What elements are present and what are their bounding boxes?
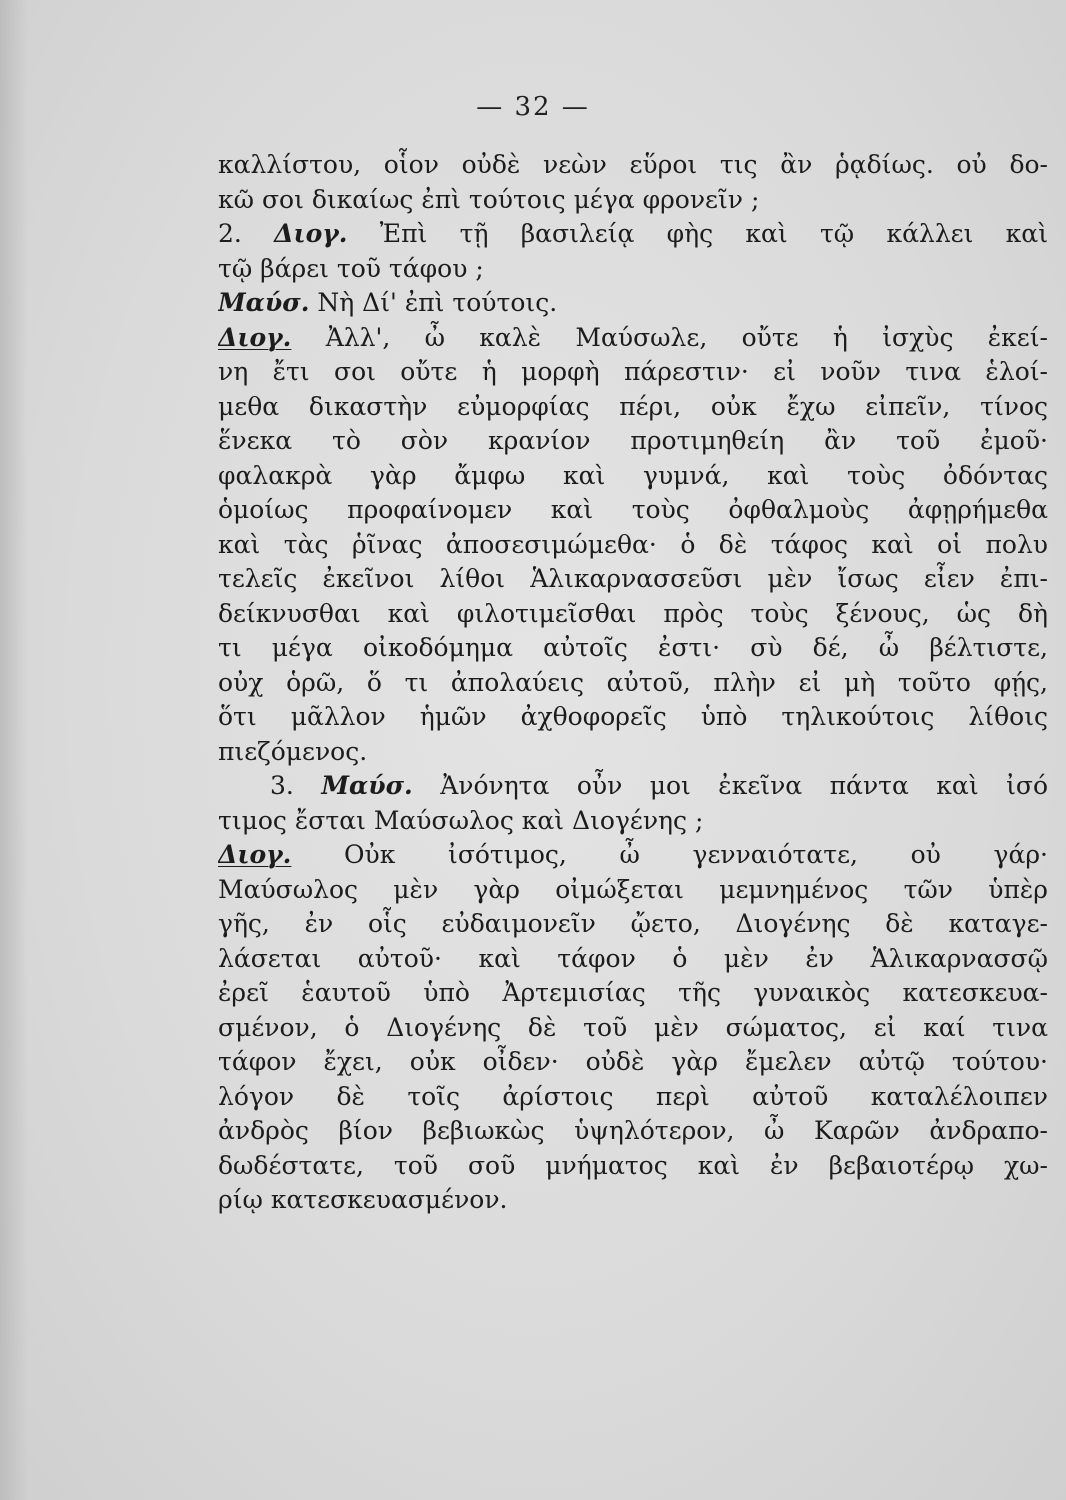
text-line bbox=[218, 907, 1048, 942]
text-line bbox=[218, 459, 1048, 494]
text-line bbox=[218, 1114, 1048, 1149]
text-line bbox=[218, 597, 1048, 632]
text-line bbox=[218, 424, 1048, 459]
line-text: ἕνεκα τὸ σὸν κρανίον προτιμηθείη ἂν τοῦ ἐμοῦ· bbox=[218, 426, 1048, 455]
text-line bbox=[218, 700, 1048, 735]
line-text: οὐχ ὁρῶ, ὅ τι ἀπολαύεις αὐτοῦ, πλὴν εἰ μὴ τοῦτο φῄς, bbox=[218, 667, 1048, 697]
line-text: τελεῖς ἐκεῖνοι λίθοι Ἁλικαρνασσεῦσι μὲν ἴσως εἶεν ἐπι- bbox=[218, 564, 1048, 593]
text-line bbox=[218, 528, 1048, 563]
text-line bbox=[218, 493, 1048, 528]
text-line bbox=[218, 976, 1048, 1011]
text-line bbox=[218, 183, 1048, 218]
text-line bbox=[218, 321, 1048, 356]
line-text: τιμος ἔσται Μαύσωλος καὶ Διογένης ; bbox=[218, 805, 704, 835]
line-text: Μαύσωλος μὲν γὰρ οἰμώξεται μεμνημένος τῶν ὑπὲρ bbox=[218, 874, 1048, 904]
line-text: λάσεται αὐτοῦ· καὶ τάφον ὁ μὲν ἐν Ἁλικαρνασσῷ bbox=[218, 943, 1048, 973]
text-line bbox=[218, 838, 1048, 873]
paragraph-number: 3. bbox=[270, 771, 322, 800]
text-line bbox=[218, 769, 1048, 804]
line-text: ρίῳ κατεσκευασμένον. bbox=[218, 1185, 508, 1214]
line-text: φαλακρὰ γὰρ ἄμφω καὶ γυμνά, καὶ τοὺς ὀδόντας bbox=[218, 460, 1048, 490]
line-text: ὅτι μᾶλλον ἡμῶν ἀχθοφορεῖς ὑπὸ τηλικούτοις λίθοις bbox=[218, 702, 1048, 731]
line-text: τάφον ἔχει, οὐκ οἶδεν· οὐδὲ γὰρ ἔμελεν αὐτῷ τούτου· bbox=[218, 1047, 1048, 1076]
text-line bbox=[218, 873, 1048, 908]
line-text: καὶ τὰς ῥῖνας ἀποσεσιμώμεθα· ὁ δὲ τάφος καὶ οἱ πολυ bbox=[218, 529, 1048, 559]
line-text: λόγον δὲ τοῖς ἀρίστοις περὶ αὐτοῦ καταλέλοιπεν bbox=[218, 1081, 1048, 1111]
text-line bbox=[218, 735, 1048, 770]
line-text: ὁμοίως προφαίνομεν καὶ τοὺς ὀφθαλμοὺς ἀφῃρήμεθα bbox=[218, 495, 1048, 524]
line-text: τι μέγα οἰκοδόμημα αὐτοῖς ἐστι· σὺ δέ, ὦ βέλτιστε, bbox=[218, 633, 1048, 662]
text-line bbox=[218, 252, 1048, 287]
line-text: δωδέστατε, τοῦ σοῦ μνήματος καὶ ἐν βεβαιοτέρῳ χω- bbox=[218, 1150, 1048, 1180]
line-text: πιεζόμενος. bbox=[218, 736, 368, 766]
line-text: ἀνδρὸς βίον βεβιωκὼς ὑψηλότερον, ὦ Καρῶν ἀνδραπο- bbox=[218, 1116, 1048, 1145]
spine-shadow bbox=[0, 0, 28, 1500]
body-text bbox=[218, 148, 1048, 1218]
text-line bbox=[218, 217, 1048, 252]
line-text: Νὴ Δί' ἐπὶ τούτοις. bbox=[317, 288, 558, 317]
paragraph-number: 2. bbox=[218, 219, 275, 248]
speaker-label: Διογ. bbox=[274, 219, 348, 248]
speaker-label: Μαύσ. bbox=[218, 288, 310, 317]
text-line bbox=[218, 666, 1048, 701]
line-text: τῷ βάρει τοῦ τάφου ; bbox=[218, 253, 484, 283]
line-text: δείκνυσθαι καὶ φιλοτιμεῖσθαι πρὸς τοὺς ξένους, ὡς δὴ bbox=[218, 598, 1048, 628]
text-line bbox=[218, 1011, 1048, 1046]
line-text: Ἐπὶ τῇ βασιλείᾳ φὴς καὶ τῷ κάλλει καὶ bbox=[379, 219, 1048, 248]
line-text: μεθα δικαστὴν εὐμορφίας πέρι, οὐκ ἔχω εἰπεῖν, τίνος bbox=[218, 391, 1048, 421]
line-text: γῆς, ἐν οἷς εὐδαιμονεῖν ᾤετο, Διογένης δὲ καταγε- bbox=[218, 909, 1048, 938]
line-text: ἐρεῖ ἑαυτοῦ ὑπὸ Ἀρτεμισίας τῆς γυναικὸς κατεσκευα- bbox=[218, 978, 1048, 1007]
text-line bbox=[218, 148, 1048, 183]
line-text: καλλίστου, οἷον οὐδὲ νεὼν εὕροι τις ἂν ῥᾳδίως. οὐ δο- bbox=[218, 150, 1048, 179]
text-line bbox=[218, 804, 1048, 839]
text-line bbox=[218, 286, 1048, 321]
text-line bbox=[218, 1045, 1048, 1080]
page-number: — 32 — bbox=[476, 92, 590, 122]
text-line bbox=[218, 390, 1048, 425]
line-text: σμένον, ὁ Διογένης δὲ τοῦ μὲν σώματος, εἰ καί τινα bbox=[218, 1012, 1048, 1042]
speaker-label: Διογ. bbox=[218, 322, 292, 352]
line-text: κῶ σοι δικαίως ἐπὶ τούτοις μέγα φρονεῖν ; bbox=[218, 184, 760, 214]
text-line bbox=[218, 1149, 1048, 1184]
speaker-label: Μαύσ. bbox=[321, 771, 413, 800]
speaker-label: Διογ. bbox=[218, 840, 292, 869]
line-text: Ἀνόνητα οὖν μοι ἐκεῖνα πάντα καὶ ἰσό bbox=[440, 771, 1048, 800]
line-text: Ἀλλ', ὦ καλὲ Μαύσωλε, οὔτε ἡ ἰσχὺς ἐκεί- bbox=[325, 322, 1048, 352]
text-line bbox=[218, 1183, 1048, 1218]
line-text: Οὐκ ἰσότιμος, ὦ γενναιότατε, οὐ γάρ· bbox=[344, 840, 1048, 869]
text-line bbox=[218, 1080, 1048, 1115]
text-line bbox=[218, 355, 1048, 390]
text-line bbox=[218, 631, 1048, 666]
text-line bbox=[218, 562, 1048, 597]
line-text: νη ἔτι σοι οὔτε ἡ μορφὴ πάρεστιν· εἰ νοῦν τινα ἑλοί- bbox=[218, 357, 1048, 386]
text-line bbox=[218, 942, 1048, 977]
